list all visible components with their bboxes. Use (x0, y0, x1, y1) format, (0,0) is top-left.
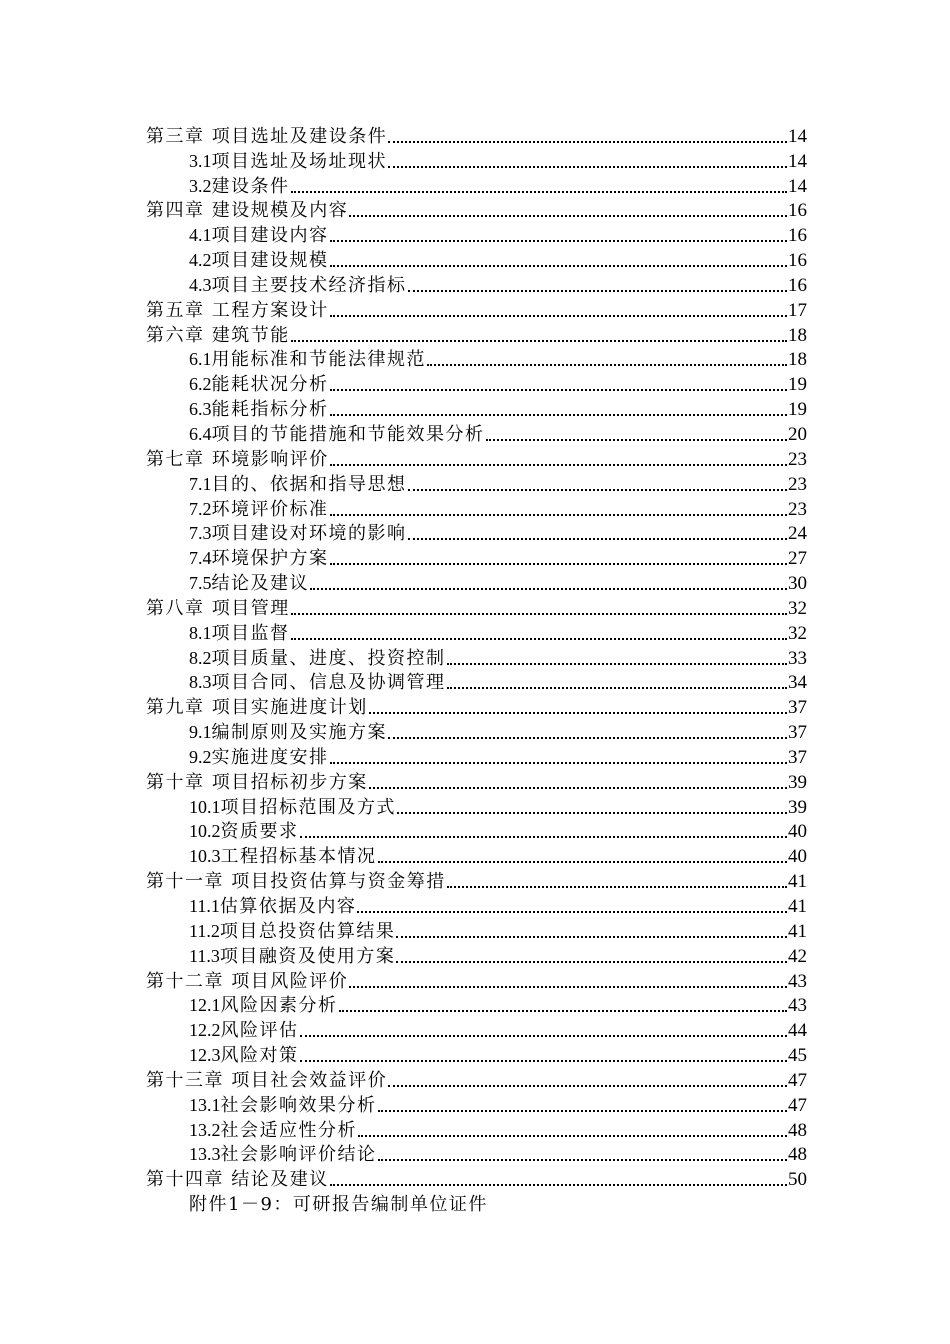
toc-entry-title (146, 971, 348, 993)
toc-section-number: 6.3 (189, 399, 212, 420)
toc-section-entry[interactable] (146, 545, 807, 570)
toc-section-entry[interactable] (146, 347, 807, 372)
toc-dot-leader (388, 1085, 787, 1087)
toc-title-text: 第八章 项目管理 (146, 597, 290, 619)
toc-section-entry[interactable] (146, 645, 807, 670)
toc-appendix-entry (146, 1191, 807, 1216)
toc-entry-title (189, 1019, 299, 1042)
toc-entry-title (146, 697, 368, 719)
toc-page-number: 23 (788, 473, 807, 495)
toc-section-number: 12.2 (189, 1020, 221, 1041)
toc-title-text: 能耗状况分析 (211, 374, 329, 396)
toc-page-number: 23 (788, 498, 807, 520)
toc-section-entry[interactable] (146, 222, 807, 247)
toc-title-text: 环境评价标准 (211, 498, 329, 520)
toc-section-entry[interactable] (146, 371, 807, 396)
toc-entry-title (189, 671, 446, 694)
toc-section-number: 11.1 (189, 896, 220, 916)
toc-section-number: 13.3 (189, 1144, 221, 1165)
toc-entry-title (189, 746, 329, 769)
toc-dot-leader (396, 961, 787, 963)
toc-section-entry[interactable] (146, 893, 807, 918)
toc-title-text: 项目招标范围及方式 (220, 796, 396, 818)
toc-dot-leader (357, 911, 787, 913)
toc-dot-leader (358, 1135, 787, 1137)
toc-page-number: 16 (788, 225, 807, 247)
toc-section-entry[interactable] (146, 148, 807, 173)
toc-entry-title (189, 1119, 357, 1142)
toc-title-text: 建设条件 (211, 175, 290, 197)
toc-section-number: 7.3 (189, 523, 212, 544)
toc-entry-title (146, 300, 329, 322)
toc-page-number: 23 (788, 448, 807, 470)
toc-section-number: 12.3 (189, 1045, 221, 1066)
toc-dot-leader (396, 936, 787, 938)
toc-dot-leader (447, 663, 788, 665)
toc-section-number: 8.1 (189, 622, 212, 643)
toc-page-number: 50 (788, 1169, 807, 1191)
toc-entry-title (146, 325, 290, 347)
toc-section-number: 6.2 (189, 374, 212, 395)
toc-dot-leader (427, 364, 787, 366)
toc-entry-title (189, 249, 329, 272)
toc-section-entry[interactable] (146, 247, 807, 272)
toc-section-entry[interactable] (146, 570, 807, 595)
toc-dot-leader (291, 191, 788, 193)
toc-title-text: 编制原则及实施方案 (211, 722, 387, 744)
toc-title-text: 第五章 工程方案设计 (146, 299, 329, 321)
toc-entry-title (189, 721, 387, 744)
toc-dot-leader (369, 787, 787, 789)
toc-page-number: 45 (788, 1045, 807, 1067)
toc-section-entry[interactable] (146, 719, 807, 744)
toc-page-number: 41 (788, 871, 807, 893)
toc-section-number: 10.1 (189, 796, 221, 817)
toc-dot-leader (378, 861, 788, 863)
toc-entry-title (189, 1044, 299, 1067)
toc-section-number: 11.3 (189, 945, 220, 966)
toc-chapter-entry[interactable] (146, 297, 807, 322)
toc-entry-title (189, 522, 407, 545)
toc-section-entry[interactable] (146, 843, 807, 868)
toc-title-text: 风险因素分析 (220, 995, 338, 1017)
toc-page-number: 14 (788, 125, 807, 147)
toc-chapter-entry[interactable] (146, 595, 807, 620)
toc-entry-title (189, 224, 329, 247)
toc-page-number: 16 (788, 250, 807, 272)
toc-entry-title (146, 772, 368, 794)
toc-section-entry[interactable] (146, 993, 807, 1018)
toc-title-text: 实施进度安排 (211, 746, 329, 768)
toc-title-text: 项目的节能措施和节能效果分析 (211, 423, 485, 445)
toc-page-number: 18 (788, 349, 807, 371)
toc-section-number: 4.2 (189, 250, 212, 271)
toc-entry-title (189, 274, 407, 297)
toc-dot-leader (330, 762, 788, 764)
toc-dot-leader (369, 712, 787, 714)
toc-page-number: 19 (788, 374, 807, 396)
toc-section-entry[interactable] (146, 918, 807, 943)
toc-entry-title (189, 1094, 377, 1117)
toc-dot-leader (408, 290, 788, 292)
toc-entry-title (146, 126, 387, 148)
toc-entry-title (189, 498, 329, 521)
toc-title-text: 第九章 项目实施进度计划 (146, 697, 368, 719)
toc-dot-leader (330, 563, 788, 565)
toc-dot-leader (408, 538, 788, 540)
toc-page-number: 43 (788, 970, 807, 992)
toc-section-entry[interactable] (146, 1142, 807, 1167)
toc-entry-title (146, 200, 348, 222)
toc-section-number: 10.3 (189, 846, 221, 867)
toc-chapter-entry[interactable] (146, 968, 807, 993)
toc-entry-title (146, 1070, 387, 1092)
toc-chapter-entry[interactable] (146, 1166, 807, 1191)
toc-dot-leader (291, 638, 788, 640)
toc-title-text: 社会适应性分析 (220, 1119, 357, 1141)
toc-page-number: 27 (788, 548, 807, 570)
toc-section-number: 7.5 (189, 573, 212, 594)
toc-page-number: 48 (788, 1144, 807, 1166)
toc-dot-leader (378, 1110, 788, 1112)
toc-entry-title (146, 449, 329, 471)
toc-title-text: 项目质量、进度、投资控制 (211, 647, 446, 669)
toc-dot-leader (486, 439, 788, 441)
toc-page-number: 41 (788, 896, 807, 917)
toc-entry-title (189, 373, 329, 396)
toc-entry-title (189, 845, 377, 868)
toc-page-number: 37 (788, 746, 807, 768)
toc-title-text: 风险评估 (220, 1020, 299, 1042)
toc-entry-title (189, 572, 309, 595)
toc-section-number: 13.1 (189, 1094, 221, 1115)
toc-dot-leader (388, 737, 787, 739)
toc-section-number: 13.2 (189, 1119, 221, 1140)
toc-section-number: 9.1 (189, 722, 212, 743)
toc-title-text: 社会影响效果分析 (220, 1094, 377, 1116)
toc-title-text: 第十四章 结论及建议 (146, 1169, 329, 1191)
toc-section-entry[interactable] (146, 1017, 807, 1042)
toc-dot-leader (330, 315, 787, 317)
toc-section-number: 6.1 (189, 349, 212, 370)
toc-section-number: 7.4 (189, 548, 212, 569)
toc-dot-leader (447, 687, 788, 689)
toc-chapter-entry[interactable] (146, 694, 807, 719)
toc-page-number: 41 (788, 920, 807, 942)
toc-section-number: 3.2 (189, 175, 212, 196)
toc-title-text: 项目总投资估算结果 (219, 920, 396, 942)
toc-section-number: 4.3 (189, 274, 212, 295)
toc-dot-leader (349, 986, 787, 988)
toc-chapter-entry[interactable] (146, 123, 807, 148)
toc-chapter-entry[interactable] (146, 1067, 807, 1092)
toc-section-entry[interactable] (146, 744, 807, 769)
toc-title-text: 社会影响评价结论 (220, 1144, 377, 1166)
toc-dot-leader (330, 389, 788, 391)
toc-section-number: 12.1 (189, 995, 221, 1016)
toc-dot-leader (388, 141, 787, 143)
toc-section-number: 6.4 (189, 423, 212, 444)
toc-page-number: 14 (788, 175, 807, 197)
toc-section-entry[interactable] (146, 943, 807, 968)
toc-title-text: 项目选址及场址现状 (211, 150, 387, 172)
toc-dot-leader (300, 1035, 788, 1037)
toc-page-number: 16 (788, 274, 807, 296)
toc-title-text: 风险对策 (220, 1045, 299, 1067)
toc-entry-title (189, 473, 407, 496)
toc-page-number: 39 (788, 771, 807, 793)
toc-section-number: 8.2 (189, 647, 212, 668)
toc-title-text: 工程招标基本情况 (220, 846, 377, 868)
toc-section-entry[interactable] (146, 421, 807, 446)
toc-page-number: 32 (788, 622, 807, 644)
toc-section-entry[interactable] (146, 1092, 807, 1117)
toc-title-text: 项目建设对环境的影响 (211, 523, 407, 545)
toc-dot-leader (330, 240, 788, 242)
toc-entry-title (189, 945, 395, 968)
toc-entry-title (146, 871, 446, 893)
toc-chapter-entry[interactable] (146, 198, 807, 223)
toc-page-number: 30 (788, 573, 807, 595)
toc-entry-title (146, 598, 290, 620)
toc-dot-leader (330, 1184, 787, 1186)
toc-page-number: 16 (788, 200, 807, 222)
toc-chapter-entry[interactable] (146, 868, 807, 893)
table-of-contents (146, 123, 807, 1216)
toc-page-number: 48 (788, 1119, 807, 1141)
toc-dot-leader (378, 1159, 788, 1161)
toc-page-number: 33 (788, 647, 807, 669)
toc-page-number: 19 (788, 399, 807, 421)
toc-title-text: 环境保护方案 (211, 548, 329, 570)
toc-entry-title (189, 398, 329, 421)
toc-dot-leader (408, 489, 788, 491)
toc-page-number: 40 (788, 821, 807, 843)
toc-page-number: 37 (788, 697, 807, 719)
toc-dot-leader (388, 166, 787, 168)
toc-dot-leader (291, 340, 787, 342)
toc-title-text: 项目监督 (211, 622, 290, 644)
toc-title-text: 项目建设规模 (211, 250, 329, 272)
toc-dot-leader (339, 1010, 788, 1012)
toc-page-number: 42 (788, 945, 807, 967)
toc-title-text: 能耗指标分析 (211, 399, 329, 421)
toc-page-number: 37 (788, 722, 807, 744)
toc-page-number: 40 (788, 846, 807, 868)
toc-dot-leader (330, 464, 787, 466)
toc-title-text: 资质要求 (220, 821, 299, 843)
toc-section-number: 11.2 (189, 920, 220, 941)
toc-chapter-entry[interactable] (146, 322, 807, 347)
toc-title-text: 用能标准和节能法律规范 (211, 349, 426, 371)
toc-title-text: 第四章 建设规模及内容 (146, 200, 349, 222)
toc-entry-title (189, 150, 387, 173)
toc-title-text: 第十一章 项目投资估算与资金筹措 (146, 871, 446, 893)
toc-title-text: 结论及建议 (211, 573, 309, 595)
toc-dot-leader (330, 514, 788, 516)
toc-section-entry[interactable] (146, 620, 807, 645)
toc-entry-title (189, 348, 426, 371)
toc-chapter-entry[interactable] (146, 769, 807, 794)
toc-entry-title (189, 647, 446, 670)
toc-section-entry[interactable] (146, 396, 807, 421)
toc-title-text: 第三章 项目选址及建设条件 (146, 125, 388, 147)
toc-dot-leader (349, 215, 787, 217)
toc-title-text: 估算依据及内容 (219, 896, 357, 917)
toc-dot-leader (310, 588, 787, 590)
toc-section-entry[interactable] (146, 521, 807, 546)
toc-section-entry[interactable] (146, 173, 807, 198)
toc-title-text: 第十三章 项目社会效益评价 (146, 1069, 388, 1091)
toc-entry-title (189, 547, 329, 570)
toc-section-number: 8.3 (189, 672, 212, 693)
toc-page-number: 20 (788, 423, 807, 445)
toc-section-number: 4.1 (189, 225, 212, 246)
toc-dot-leader (330, 414, 788, 416)
toc-dot-leader (291, 613, 787, 615)
appendix-text: 附件1－9：可研报告编制单位证件 (189, 1194, 488, 1216)
toc-entry-title (146, 1169, 329, 1191)
toc-title-text: 项目融资及使用方案 (219, 945, 396, 967)
toc-entry-title (189, 920, 395, 943)
toc-title-text: 第十二章 项目风险评价 (146, 970, 349, 992)
toc-dot-leader (300, 1060, 788, 1062)
toc-dot-leader (397, 812, 787, 814)
toc-section-number: 9.2 (189, 746, 212, 767)
toc-dot-leader (447, 886, 787, 888)
toc-page-number: 39 (788, 796, 807, 818)
toc-entry-title (189, 820, 299, 843)
toc-entry-title (189, 175, 290, 198)
toc-section-entry[interactable] (146, 819, 807, 844)
toc-entry-title (189, 895, 356, 918)
toc-page-number: 47 (788, 1069, 807, 1091)
toc-page-number: 43 (788, 995, 807, 1017)
toc-section-number: 10.2 (189, 821, 221, 842)
toc-section-number: 7.1 (189, 473, 212, 494)
toc-title-text: 第七章 环境影响评价 (146, 448, 329, 470)
toc-title-text: 第六章 建筑节能 (146, 324, 290, 346)
toc-page-number: 24 (788, 523, 807, 545)
toc-page-number: 17 (788, 299, 807, 321)
toc-title-text: 目的、依据和指导思想 (211, 473, 407, 495)
toc-page-number: 47 (788, 1094, 807, 1116)
toc-entry-title (189, 622, 290, 645)
toc-chapter-entry[interactable] (146, 446, 807, 471)
toc-dot-leader (330, 265, 788, 267)
toc-section-number: 3.1 (189, 150, 212, 171)
toc-entry-title (189, 796, 396, 819)
toc-dot-leader (300, 836, 788, 838)
toc-page-number: 14 (788, 150, 807, 172)
toc-section-number: 7.2 (189, 498, 212, 519)
toc-section-entry[interactable] (146, 1117, 807, 1142)
toc-section-entry[interactable] (146, 496, 807, 521)
toc-entry-title (189, 423, 485, 446)
toc-section-entry[interactable] (146, 670, 807, 695)
toc-section-entry[interactable] (146, 794, 807, 819)
toc-page-number: 44 (788, 1020, 807, 1042)
toc-page-number: 32 (788, 597, 807, 619)
toc-title-text: 项目合同、信息及协调管理 (211, 672, 446, 694)
toc-section-entry[interactable] (146, 1042, 807, 1067)
toc-entry-title (189, 1143, 377, 1166)
toc-entry-title (189, 994, 338, 1017)
toc-section-entry[interactable] (146, 471, 807, 496)
toc-page-number: 34 (788, 672, 807, 694)
toc-title-text: 第十章 项目招标初步方案 (146, 771, 368, 793)
toc-title-text: 项目建设内容 (211, 225, 329, 247)
toc-section-entry[interactable] (146, 272, 807, 297)
toc-title-text: 项目主要技术经济指标 (211, 274, 407, 296)
toc-page-number: 18 (788, 324, 807, 346)
